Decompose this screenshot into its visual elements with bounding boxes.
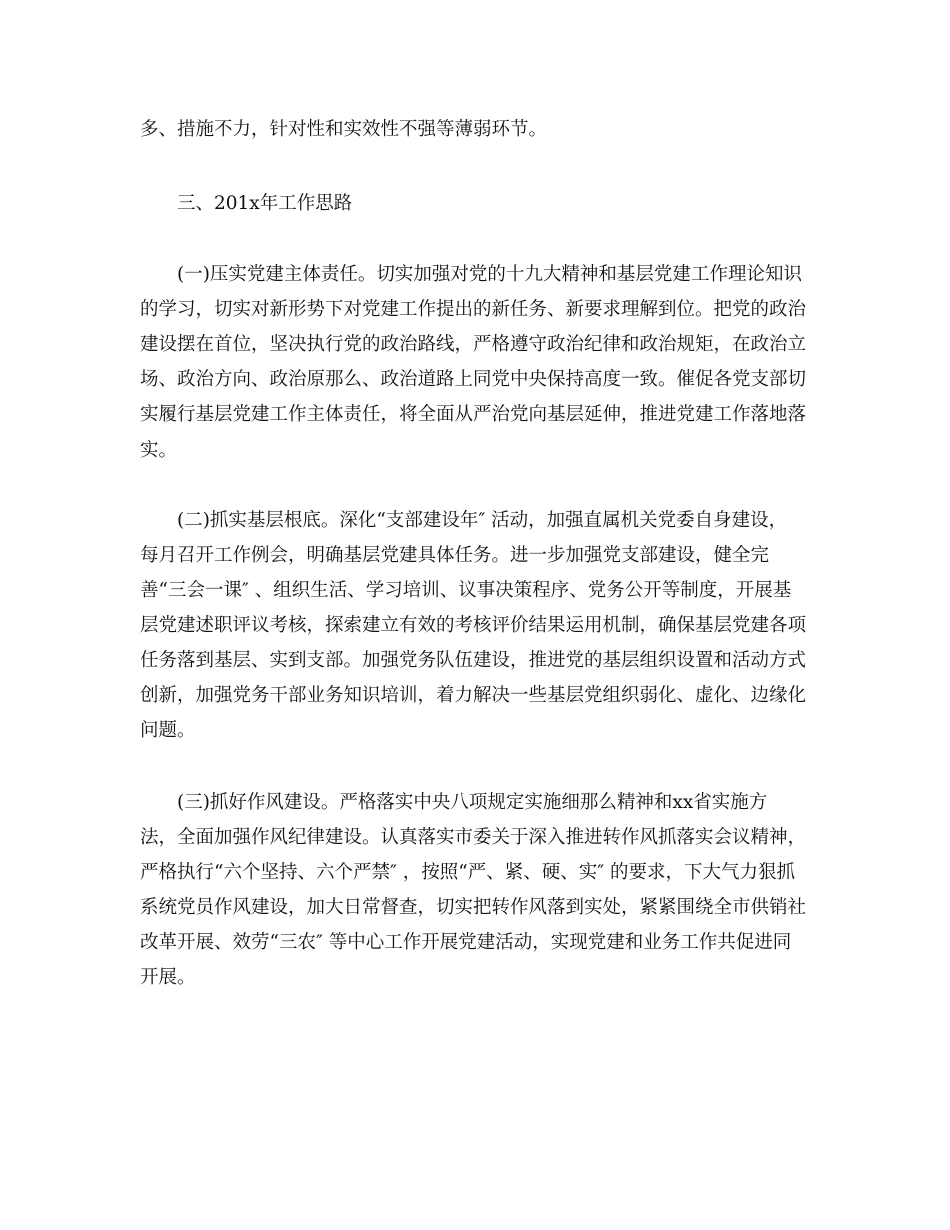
text-line: 开展。 — [140, 967, 196, 988]
text-line: 实履行基层党建工作主体责任，将全面从严治党向基层延伸，推进党建工作落地落 — [140, 404, 807, 425]
text-line: 严格执行“六个坚持、六个严禁″ ，按照“严、紧、硬、实″ 的要求，下大气力狠抓 — [140, 862, 796, 883]
text-line: 的学习，切实对新形势下对党建工作提出的新任务、新要求理解到位。把党的政治 — [140, 299, 807, 320]
text-line: 实。 — [140, 440, 178, 461]
text-line: 改革开展、效劳“三农″ 等中心工作开展党建活动，实现党建和业务工作共促进同 — [140, 932, 792, 953]
section-heading: 三、201x年工作思路 — [177, 193, 353, 214]
text-line: 系统党员作风建设，加大日常督查，切实把转作风落到实处，紧紧围绕全市供销社 — [140, 897, 807, 918]
text-line: (二)抓实基层根底。深化“支部建设年″ 活动，加强直属机关党委自身建设， — [177, 510, 788, 531]
text-line: 创新，加强党务干部业务知识培训，着力解决一些基层党组织弱化、虚化、边缘化 — [140, 685, 807, 706]
text-line: 场、政治方向、政治原那么、政治道路上同党中央保持高度一致。催促各党支部切 — [140, 369, 807, 390]
text-line: 建设摆在首位，坚决执行党的政治路线，严格遵守政治纪律和政治规矩，在政治立 — [140, 334, 807, 355]
text-line: 层党建述职评议考核，探索建立有效的考核评价结果运用机制，确保基层党建各项 — [140, 615, 807, 636]
text-line: 问题。 — [140, 720, 196, 741]
text-line: 每月召开工作例会，明确基层党建具体任务。进一步加强党支部建设，健全完 — [140, 545, 770, 566]
text-line: 法，全面加强作风纪律建设。认真落实市委关于深入推进转作风抓落实会议精神， — [140, 827, 807, 848]
text-line: 任务落到基层、实到支部。加强党务队伍建设，推进党的基层组织设置和活动方式 — [140, 650, 807, 671]
text-line: 善“三会一课″ 、组织生活、学习培训、议事决策程序、党务公开等制度，开展基 — [140, 580, 792, 601]
text-line: 多、措施不力，针对性和实效性不强等薄弱环节。 — [140, 119, 548, 140]
text-line: (一)压实党建主体责任。切实加强对党的十九大精神和基层党建工作理论知识 — [177, 264, 802, 285]
text-line: (三)抓好作风建设。严格落实中央八项规定实施细那么精神和xx省实施方 — [177, 792, 768, 813]
